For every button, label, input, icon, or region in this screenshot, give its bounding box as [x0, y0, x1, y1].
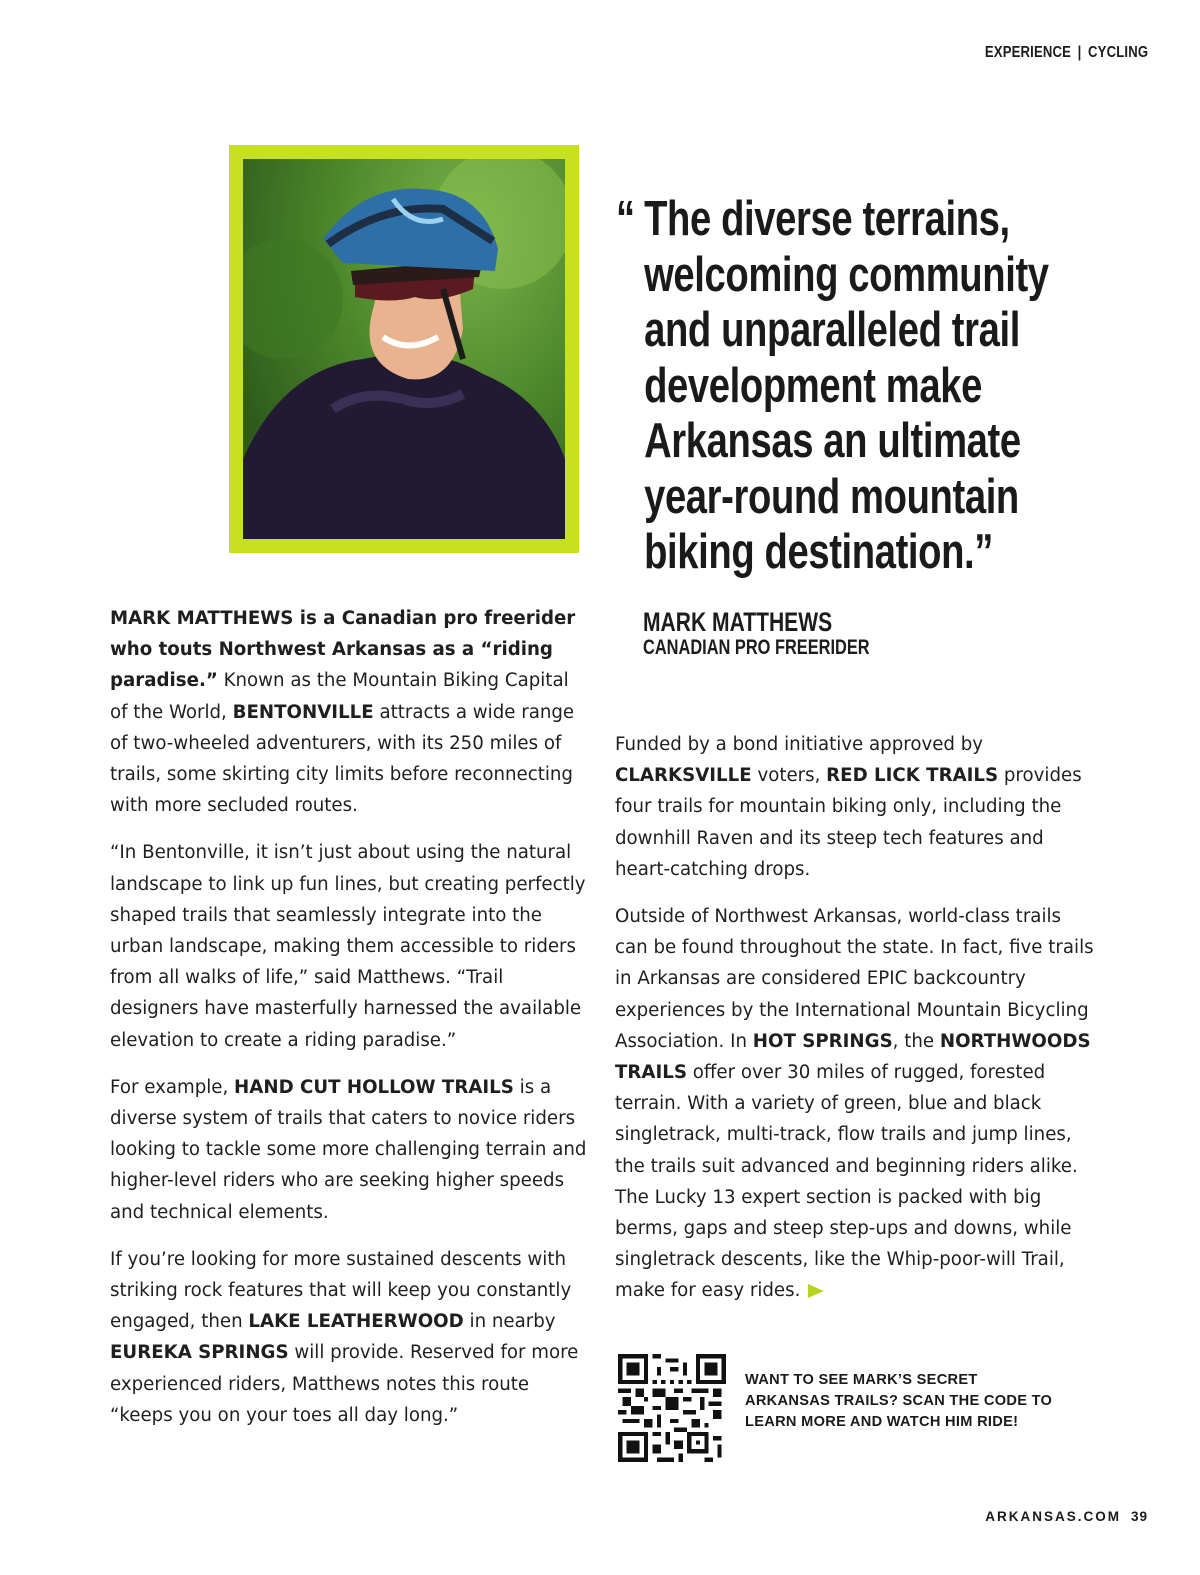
- body-text: Funded by a bond initiative approved by: [615, 734, 984, 755]
- body-text: is a diverse system of trails that caters to novice riders looking to tackle some more challenging terrain and higher-level riders who are seeking higher speeds and technical elements.: [110, 1076, 587, 1223]
- attribution-name: MARK MATTHEWS: [643, 607, 833, 637]
- body-text: , the: [892, 1030, 940, 1052]
- attribution-role: CANADIAN PRO FREERIDER: [643, 636, 870, 659]
- paragraph: “In Bentonville, it isn’t just about using the natural landscape to link up fun lines, but creating perfectly shaped trails that seamlessly integrate into the urban landscape, making them accessible to riders from all walks of life,” said Matthews. “Trail designers have masterfully harnessed the available elevation to create a riding paradise.”: [110, 842, 586, 1051]
- body-text: If you’re looking for more sustained descents with striking rock features that will keep you constantly engaged, then: [110, 1248, 572, 1333]
- place-name: HOT SPRINGS: [752, 1030, 893, 1052]
- quote-open-mark: “: [616, 192, 636, 246]
- portrait-frame: [229, 145, 579, 553]
- section-header: [985, 44, 1148, 62]
- section-label: EXPERIENCE: [984, 44, 1071, 61]
- qr-callout: [745, 1370, 1085, 1433]
- quote-line: biking destination.”: [644, 525, 994, 579]
- page-footer: [985, 1509, 1148, 1524]
- qr-callout-line: LEARN MORE AND WATCH HIM RIDE!: [745, 1414, 1019, 1430]
- quote-line: development make: [644, 358, 982, 413]
- qr-callout-line: WANT TO SEE MARK’S SECRET: [745, 1372, 978, 1388]
- footer-site: ARKANSAS.COM: [985, 1509, 1121, 1524]
- paragraph: [110, 1244, 590, 1431]
- rider-illustration: [243, 159, 565, 539]
- body-text: For example,: [110, 1076, 235, 1098]
- qr-callout-line: ARKANSAS TRAILS? SCAN THE CODE TO: [745, 1393, 1053, 1409]
- body-text: attracts a wide range of two-wheeled adventurers, with its 250 miles of trails, some skirting city limits before reconnecting with more secluded routes.: [110, 701, 575, 817]
- place-name: EUREKA SPRINGS: [110, 1342, 289, 1364]
- body-text: offer over 30 miles of rugged, forested terrain. With a variety of green, blue and black singletrack, multi-track, flow trails and jump lines, the trails suit advanced and beginning riders alike. The Lucky 13 expert section is packed with big berms, gaps and steep step-ups and downs, while singletrack descents, like the Whip-poor-will Trail, make for easy rides.: [615, 1062, 1078, 1302]
- place-name: CLARKSVILLE: [615, 765, 752, 787]
- header-divider: |: [1077, 44, 1082, 61]
- continue-arrow-icon: [808, 1284, 824, 1298]
- paragraph: [615, 729, 1095, 885]
- quote-line: and unparalleled trail: [644, 303, 1020, 357]
- body-text: in nearby: [463, 1311, 556, 1333]
- quote-line: The diverse terrains,: [644, 192, 1010, 246]
- place-name: LAKE LEATHERWOOD: [248, 1311, 464, 1333]
- quote-body: [644, 192, 1053, 581]
- qr-code-icon: [618, 1354, 726, 1462]
- quote-line: year-round mountain: [644, 469, 1019, 524]
- right-column: [615, 729, 1095, 1323]
- quote-line: welcoming community: [644, 247, 1049, 302]
- place-name: BENTONVILLE: [232, 701, 374, 723]
- body-text: voters,: [751, 765, 827, 787]
- left-column: [110, 603, 590, 1447]
- place-name: NORTHWOODS TRAILS: [615, 1030, 1091, 1084]
- pull-quote: [616, 192, 1053, 581]
- body-text: will provide. Reserved for more experienced riders, Matthews notes this route “keeps you on your toes all day long.”: [110, 1342, 579, 1426]
- paragraph: [110, 603, 590, 821]
- portrait-photo: [243, 159, 565, 539]
- qr-code[interactable]: [618, 1354, 726, 1462]
- body-text: provides four trails for mountain biking only, including the downhill Raven and its steep tech features and heart-catching drops.: [615, 765, 1082, 880]
- place-name: RED LICK TRAILS: [826, 765, 999, 787]
- body-text: Known as the Mountain Biking Capital of the World,: [110, 670, 569, 723]
- quote-line: Arkansas an ultimate: [644, 414, 1021, 468]
- lead-text: MARK MATTHEWS is a Canadian pro freerider who touts Northwest Arkansas as a “riding paradise.”: [110, 608, 576, 692]
- topic-label: CYCLING: [1087, 44, 1148, 61]
- place-name: HAND CUT HOLLOW TRAILS: [234, 1076, 514, 1098]
- body-text: Outside of Northwest Arkansas, world-class trails can be found throughout the state. In fact, five trails in Arkansas are considered EPIC backcountry experiences by the International Mountain Bicycling Association. In: [615, 906, 1094, 1052]
- quote-attribution: [643, 608, 870, 660]
- paragraph: [615, 901, 1095, 1307]
- paragraph: [110, 1072, 590, 1228]
- page-number: 39: [1130, 1509, 1148, 1524]
